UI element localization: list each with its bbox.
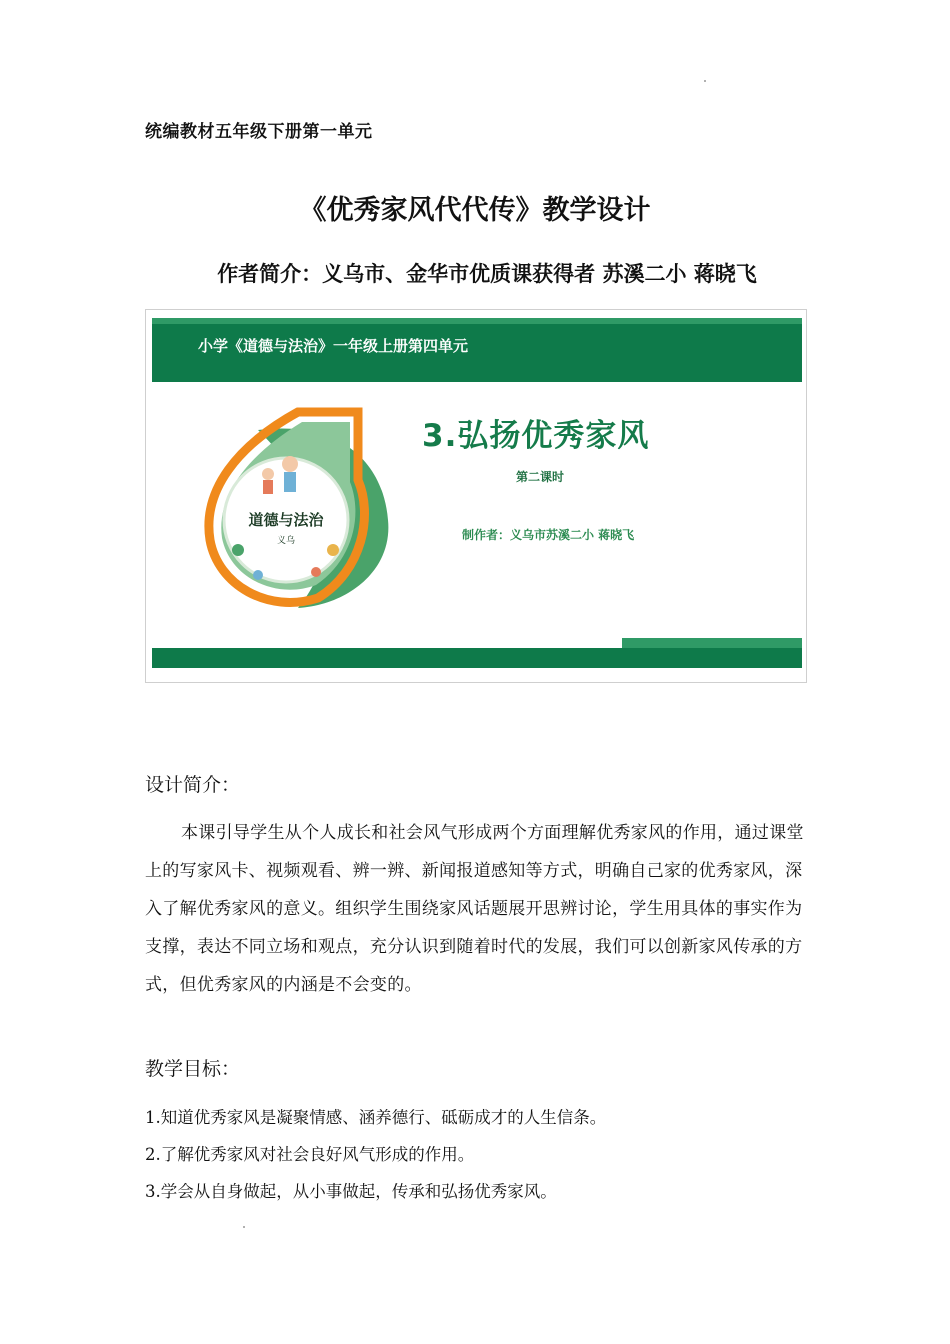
slide-period: 第二课时: [516, 470, 565, 484]
design-intro-body: 本课引导学生从个人成长和社会风气形成两个方面理解优秀家风的作用，通过课堂上的写家风卡、视频观看、辨一辨、新闻报道感知等方式，明确自己家的优秀家风，深入了解优秀家风的意义。组织学生围绕家风话题展开思辨讨论，学生用具体的事实作为支撑，表达不同立场和观点，充分认识到随着时代的发展，我们可以创新家风传承的方式，但优秀家风的内涵是不会变的。: [145, 823, 804, 995]
logo-subtext: 义乌: [276, 536, 296, 546]
scan-speck: [243, 1226, 245, 1228]
goal-item: 2.了解优秀家风对社会良好风气形成的作用。: [145, 1145, 475, 1164]
slide-bottom-accent: [622, 638, 802, 648]
lesson-cover-slide: [145, 309, 807, 683]
unit-header: 统编教材五年级下册第一单元: [145, 122, 373, 142]
document-title: 《优秀家风代代传》教学设计: [299, 195, 651, 226]
slide-lesson-title: 3.弘扬优秀家风: [422, 418, 650, 454]
goal-item: 1.知道优秀家风是凝聚情感、涵养德行、砥砺成才的人生信条。: [145, 1108, 607, 1127]
slide-maker: 制作者：义乌市苏溪二小 蒋晓飞: [462, 528, 635, 542]
scan-speck: [704, 80, 706, 82]
logo-text: 道德与法治: [248, 511, 324, 529]
teaching-goals-heading: 教学目标：: [145, 1058, 241, 1080]
goal-item: 3.学会从自身做起，从小事做起，传承和弘扬优秀家风。: [145, 1182, 557, 1201]
slide-bottom-banner: [152, 648, 802, 668]
slide-unit-banner: 小学《道德与法治》一年级上册第四单元: [198, 337, 469, 355]
morality-law-logo: [198, 400, 398, 615]
design-intro-heading: 设计简介：: [145, 774, 241, 796]
author-line: 作者简介：义乌市、金华市优质课获得者 苏溪二小 蒋晓飞: [217, 262, 757, 286]
child-figure-head: [282, 456, 298, 472]
